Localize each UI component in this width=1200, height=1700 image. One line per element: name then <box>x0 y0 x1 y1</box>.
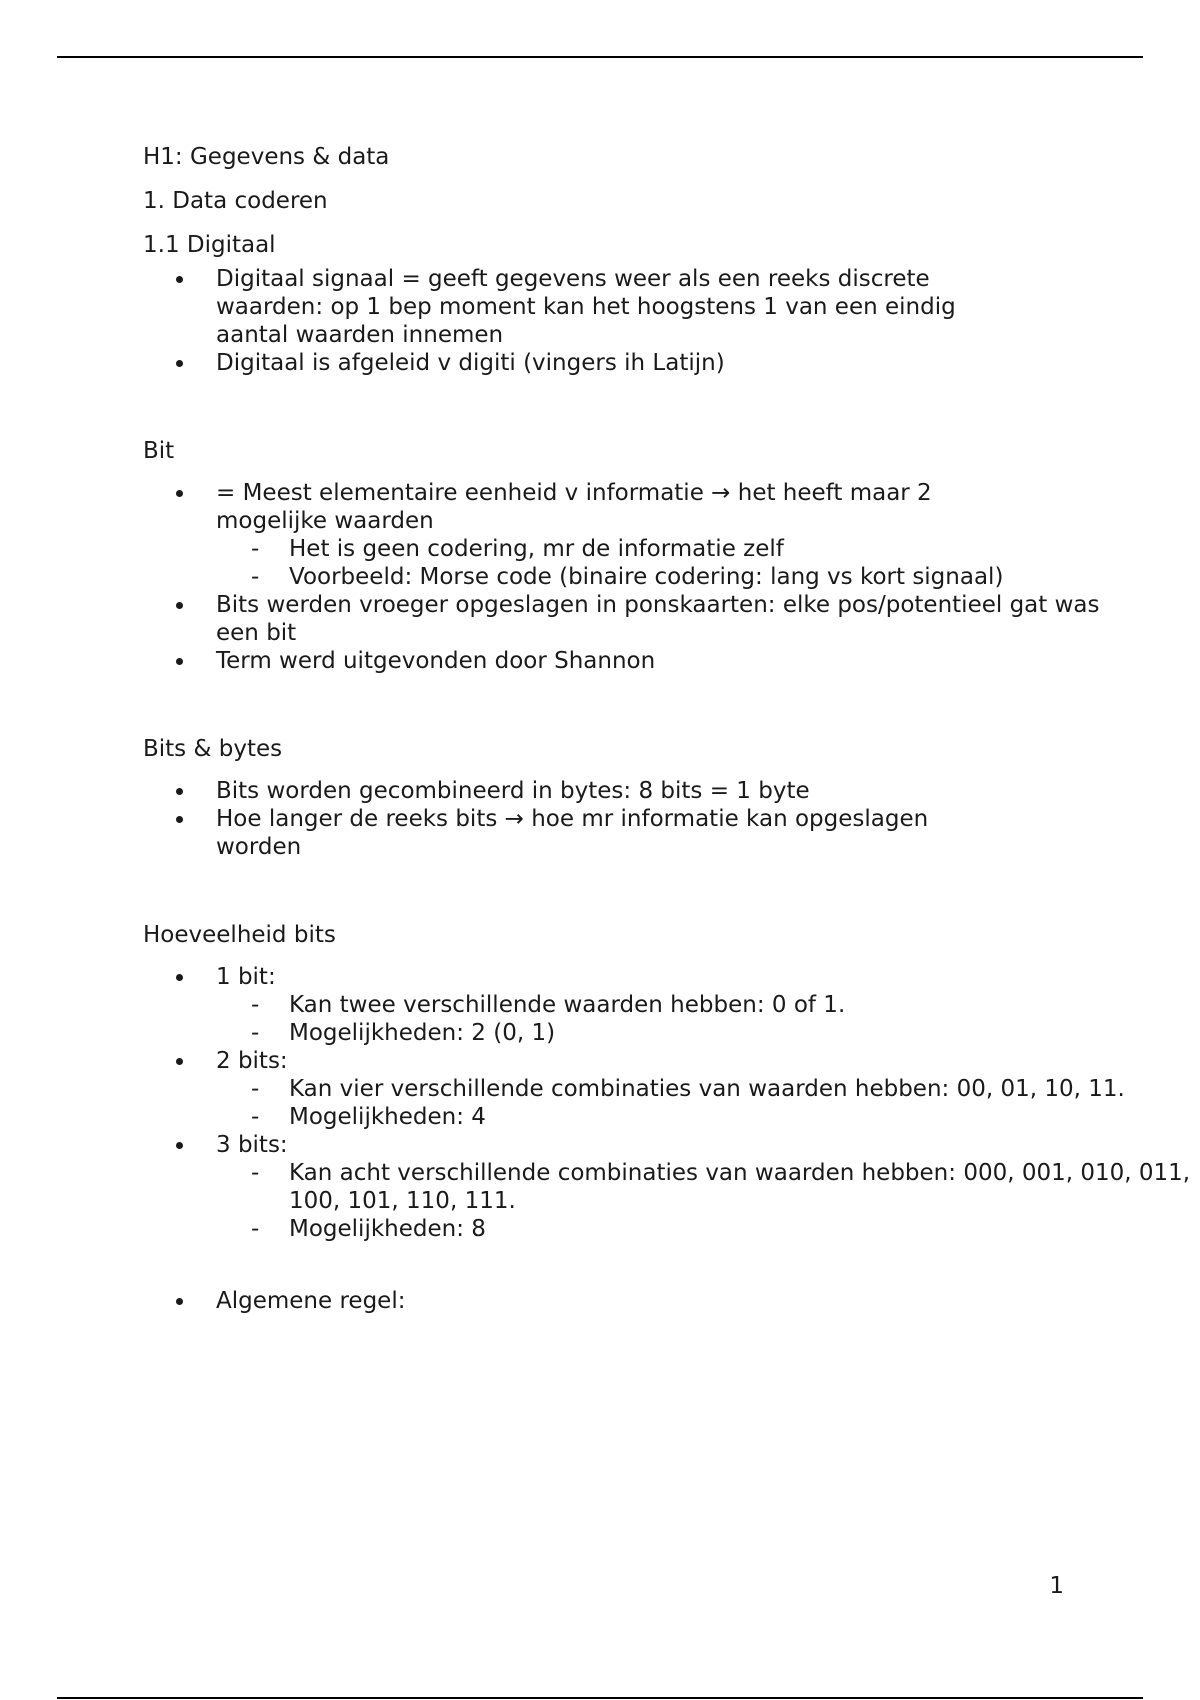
dash-icon: - <box>251 1216 260 1242</box>
sub-list-item <box>143 991 1073 1019</box>
sub-list-item <box>143 535 1073 563</box>
list-item-text: Algemene regel: <box>216 1288 406 1314</box>
list-item <box>143 805 1006 861</box>
list-item <box>143 265 1006 349</box>
sub-list-item-text: Kan acht verschillende combinaties van waarden hebben: 000, 001, 010, 011, 100, 101, 110, 111. <box>289 1160 1191 1214</box>
list-item <box>143 349 1073 377</box>
list-item <box>143 1287 1073 1315</box>
dash-icon: - <box>251 564 260 590</box>
list-item <box>143 591 1116 647</box>
list-item <box>143 479 1006 535</box>
three-bits-sublist <box>143 1159 1191 1243</box>
list-item-text: = Meest elementaire eenheid v informatie → het heeft maar 2 mogelijke waarden <box>216 480 932 534</box>
list-item-text: Term werd uitgevonden door Shannon <box>216 648 656 674</box>
list-item-text: Bits worden gecombineerd in bytes: 8 bits = 1 byte <box>216 778 810 804</box>
hoeveelheid-list <box>143 963 1073 991</box>
list-item <box>143 963 1073 991</box>
dash-icon: - <box>251 1104 260 1130</box>
subsection-heading: 1.1 Digitaal <box>143 232 276 258</box>
digitaal-list <box>143 265 1073 377</box>
bit-sublist <box>143 535 1073 591</box>
bullet-icon <box>176 1298 183 1305</box>
sub-list-item <box>143 1159 1200 1215</box>
bullet-icon <box>176 490 183 497</box>
bullet-icon <box>176 602 183 609</box>
bullet-icon <box>176 788 183 795</box>
bullet-icon <box>176 1142 183 1149</box>
dash-icon: - <box>251 992 260 1018</box>
list-item-text: Digitaal is afgeleid v digiti (vingers ih Latijn) <box>216 350 725 376</box>
header-rule <box>57 56 1143 58</box>
sub-list-item-text: Het is geen codering, mr de informatie zelf <box>289 536 784 562</box>
hoeveelheid-heading: Hoeveelheid bits <box>143 922 336 948</box>
bullet-icon <box>176 658 183 665</box>
list-item <box>143 1131 1073 1159</box>
page-content <box>143 143 1191 1315</box>
hoeveelheid-list-3 <box>143 1131 1073 1159</box>
bit-heading: Bit <box>143 438 175 464</box>
bits-bytes-list <box>143 777 1073 861</box>
footer-rule <box>57 1697 1143 1699</box>
list-item <box>143 1047 1073 1075</box>
rule-list <box>143 1287 1073 1315</box>
bits-bytes-heading: Bits & bytes <box>143 736 283 762</box>
sub-list-item-text: Mogelijkheden: 2 (0, 1) <box>289 1020 556 1046</box>
list-item-text: 3 bits: <box>216 1132 288 1158</box>
sub-list-item-text: Mogelijkheden: 8 <box>289 1216 486 1242</box>
list-item-text: 2 bits: <box>216 1048 288 1074</box>
bullet-icon <box>176 276 183 283</box>
bit-list <box>143 479 1073 535</box>
sub-list-item-text: Kan twee verschillende waarden hebben: 0 of 1. <box>289 992 846 1018</box>
bullet-icon <box>176 816 183 823</box>
bit-list-continued <box>143 591 1100 675</box>
dash-icon: - <box>251 536 260 562</box>
sub-list-item <box>143 1103 1073 1131</box>
list-item <box>143 647 1073 675</box>
bullet-icon <box>176 360 183 367</box>
dash-icon: - <box>251 1160 260 1186</box>
list-item-text: Hoe langer de reeks bits → hoe mr informatie kan opgeslagen worden <box>216 806 929 860</box>
sub-list-item-text: Kan vier verschillende combinaties van waarden hebben: 00, 01, 10, 11. <box>289 1076 1125 1102</box>
one-bit-sublist <box>143 991 1073 1047</box>
sub-list-item-text: Voorbeeld: Morse code (binaire codering: lang vs kort signaal) <box>289 564 1004 590</box>
two-bits-sublist <box>143 1075 1125 1131</box>
sub-list-item <box>143 563 1073 591</box>
dash-icon: - <box>251 1020 260 1046</box>
list-item <box>143 777 1073 805</box>
sub-list-item <box>143 1215 1073 1243</box>
page-number: 1 <box>1049 1573 1064 1599</box>
chapter-title: H1: Gegevens & data <box>143 144 390 170</box>
list-item-text: Bits werden vroeger opgeslagen in ponskaarten: elke pos/potentieel gat was een bit <box>216 592 1100 646</box>
sub-list-item <box>143 1075 1200 1103</box>
section-heading: 1. Data coderen <box>143 188 328 214</box>
dash-icon: - <box>251 1076 260 1102</box>
bullet-icon <box>176 1058 183 1065</box>
bullet-icon <box>176 974 183 981</box>
hoeveelheid-list-2 <box>143 1047 1073 1075</box>
list-item-text: Digitaal signaal = geeft gegevens weer als een reeks discrete waarden: op 1 bep moment kan het hoogstens 1 van een eindig aantal waarden innemen <box>216 266 956 348</box>
sub-list-item-text: Mogelijkheden: 4 <box>289 1104 486 1130</box>
list-item-text: 1 bit: <box>216 964 276 990</box>
sub-list-item <box>143 1019 1073 1047</box>
